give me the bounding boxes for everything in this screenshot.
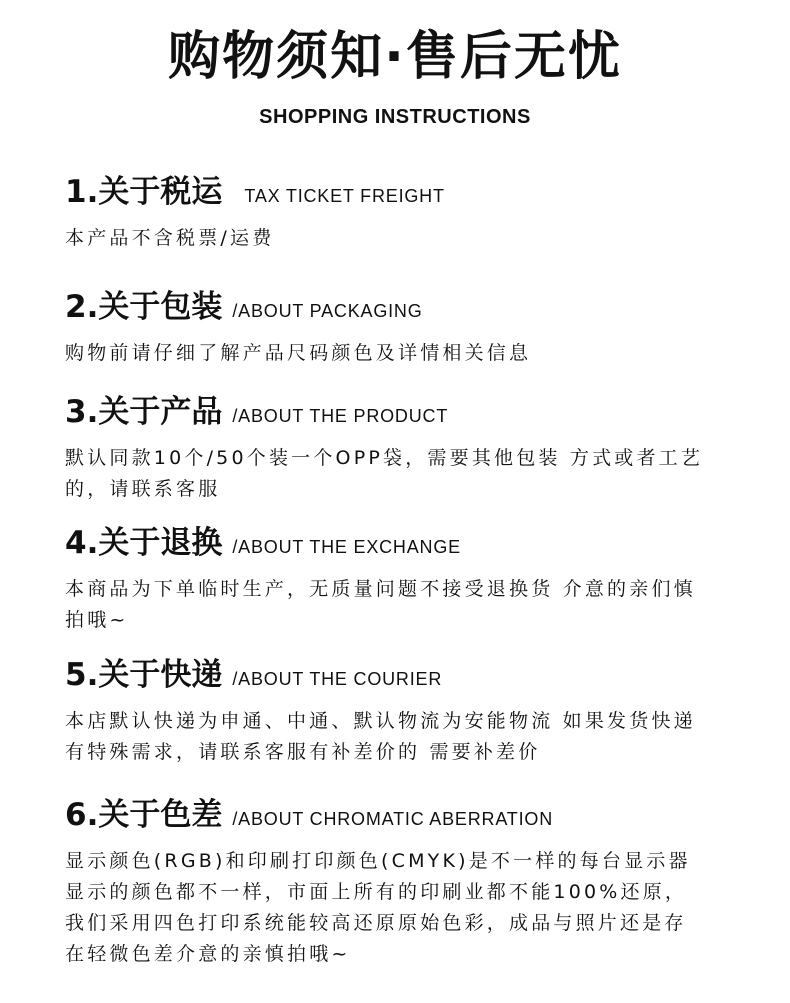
section-line: 本产品不含税票/运费 xyxy=(65,227,275,249)
section-heading xyxy=(65,793,755,837)
section-line: 购物前请仔细了解产品尺码颜色及详情相关信息 xyxy=(65,342,532,364)
section-tax-freight xyxy=(65,170,755,254)
section-title-en: /ABOUT THE EXCHANGE xyxy=(232,537,461,557)
section-color-difference xyxy=(65,793,755,970)
section-body xyxy=(65,338,755,369)
section-line: 显示的颜色都不一样，市面上所有的印刷业都不能100%还原， xyxy=(65,881,688,903)
section-heading xyxy=(65,521,755,565)
page-title: 购物须知·售后无忧 xyxy=(168,27,622,87)
section-line: 的，请联系客服 xyxy=(65,478,221,500)
section-title-cn: 2.关于包装 xyxy=(65,289,223,325)
section-packaging xyxy=(65,285,755,369)
section-body xyxy=(65,443,755,505)
section-line: 默认同款10个/50个装一个OPP袋，需要其他包装 方式或者工艺 xyxy=(65,447,704,469)
section-line: 在轻微色差介意的亲慎拍哦~ xyxy=(65,943,351,965)
section-heading xyxy=(65,170,755,214)
section-title-cn: 1.关于税运 xyxy=(65,174,223,210)
section-line: 我们采用四色打印系统能较高还原原始色彩，成品与照片还是存 xyxy=(65,912,687,934)
section-body xyxy=(65,223,755,254)
section-body xyxy=(65,706,755,768)
section-exchange xyxy=(65,521,755,636)
section-product xyxy=(65,390,755,505)
section-heading xyxy=(65,390,755,434)
section-title-cn: 3.关于产品 xyxy=(65,394,223,430)
section-line: 拍哦~ xyxy=(65,609,129,631)
section-title-en: /ABOUT THE PRODUCT xyxy=(232,406,449,426)
section-line: 本店默认快递为申通、中通、默认物流为安能物流 如果发货快递 xyxy=(65,710,696,732)
section-line: 本商品为下单临时生产，无质量问题不接受退换货 介意的亲们慎 xyxy=(65,578,696,600)
section-title-cn: 4.关于退换 xyxy=(65,525,223,561)
section-title-cn: 5.关于快递 xyxy=(65,657,223,693)
section-title-en: TAX TICKET FREIGHT xyxy=(244,186,445,206)
section-body xyxy=(65,574,755,636)
section-line: 有特殊需求，请联系客服有补差价的 需要补差价 xyxy=(65,741,541,763)
section-title-en: /ABOUT PACKAGING xyxy=(232,301,423,321)
section-courier xyxy=(65,653,755,768)
section-title-en: /ABOUT THE COURIER xyxy=(232,669,443,689)
section-title-cn: 6.关于色差 xyxy=(65,797,223,833)
page-subtitle: SHOPPING INSTRUCTIONS xyxy=(259,106,531,128)
section-body xyxy=(65,846,755,970)
section-line: 显示颜色(RGB)和印刷打印颜色(CMYK)是不一样的每台显示器 xyxy=(65,850,691,872)
section-heading xyxy=(65,653,755,697)
section-title-en: /ABOUT CHROMATIC ABERRATION xyxy=(232,809,553,829)
section-heading xyxy=(65,285,755,329)
